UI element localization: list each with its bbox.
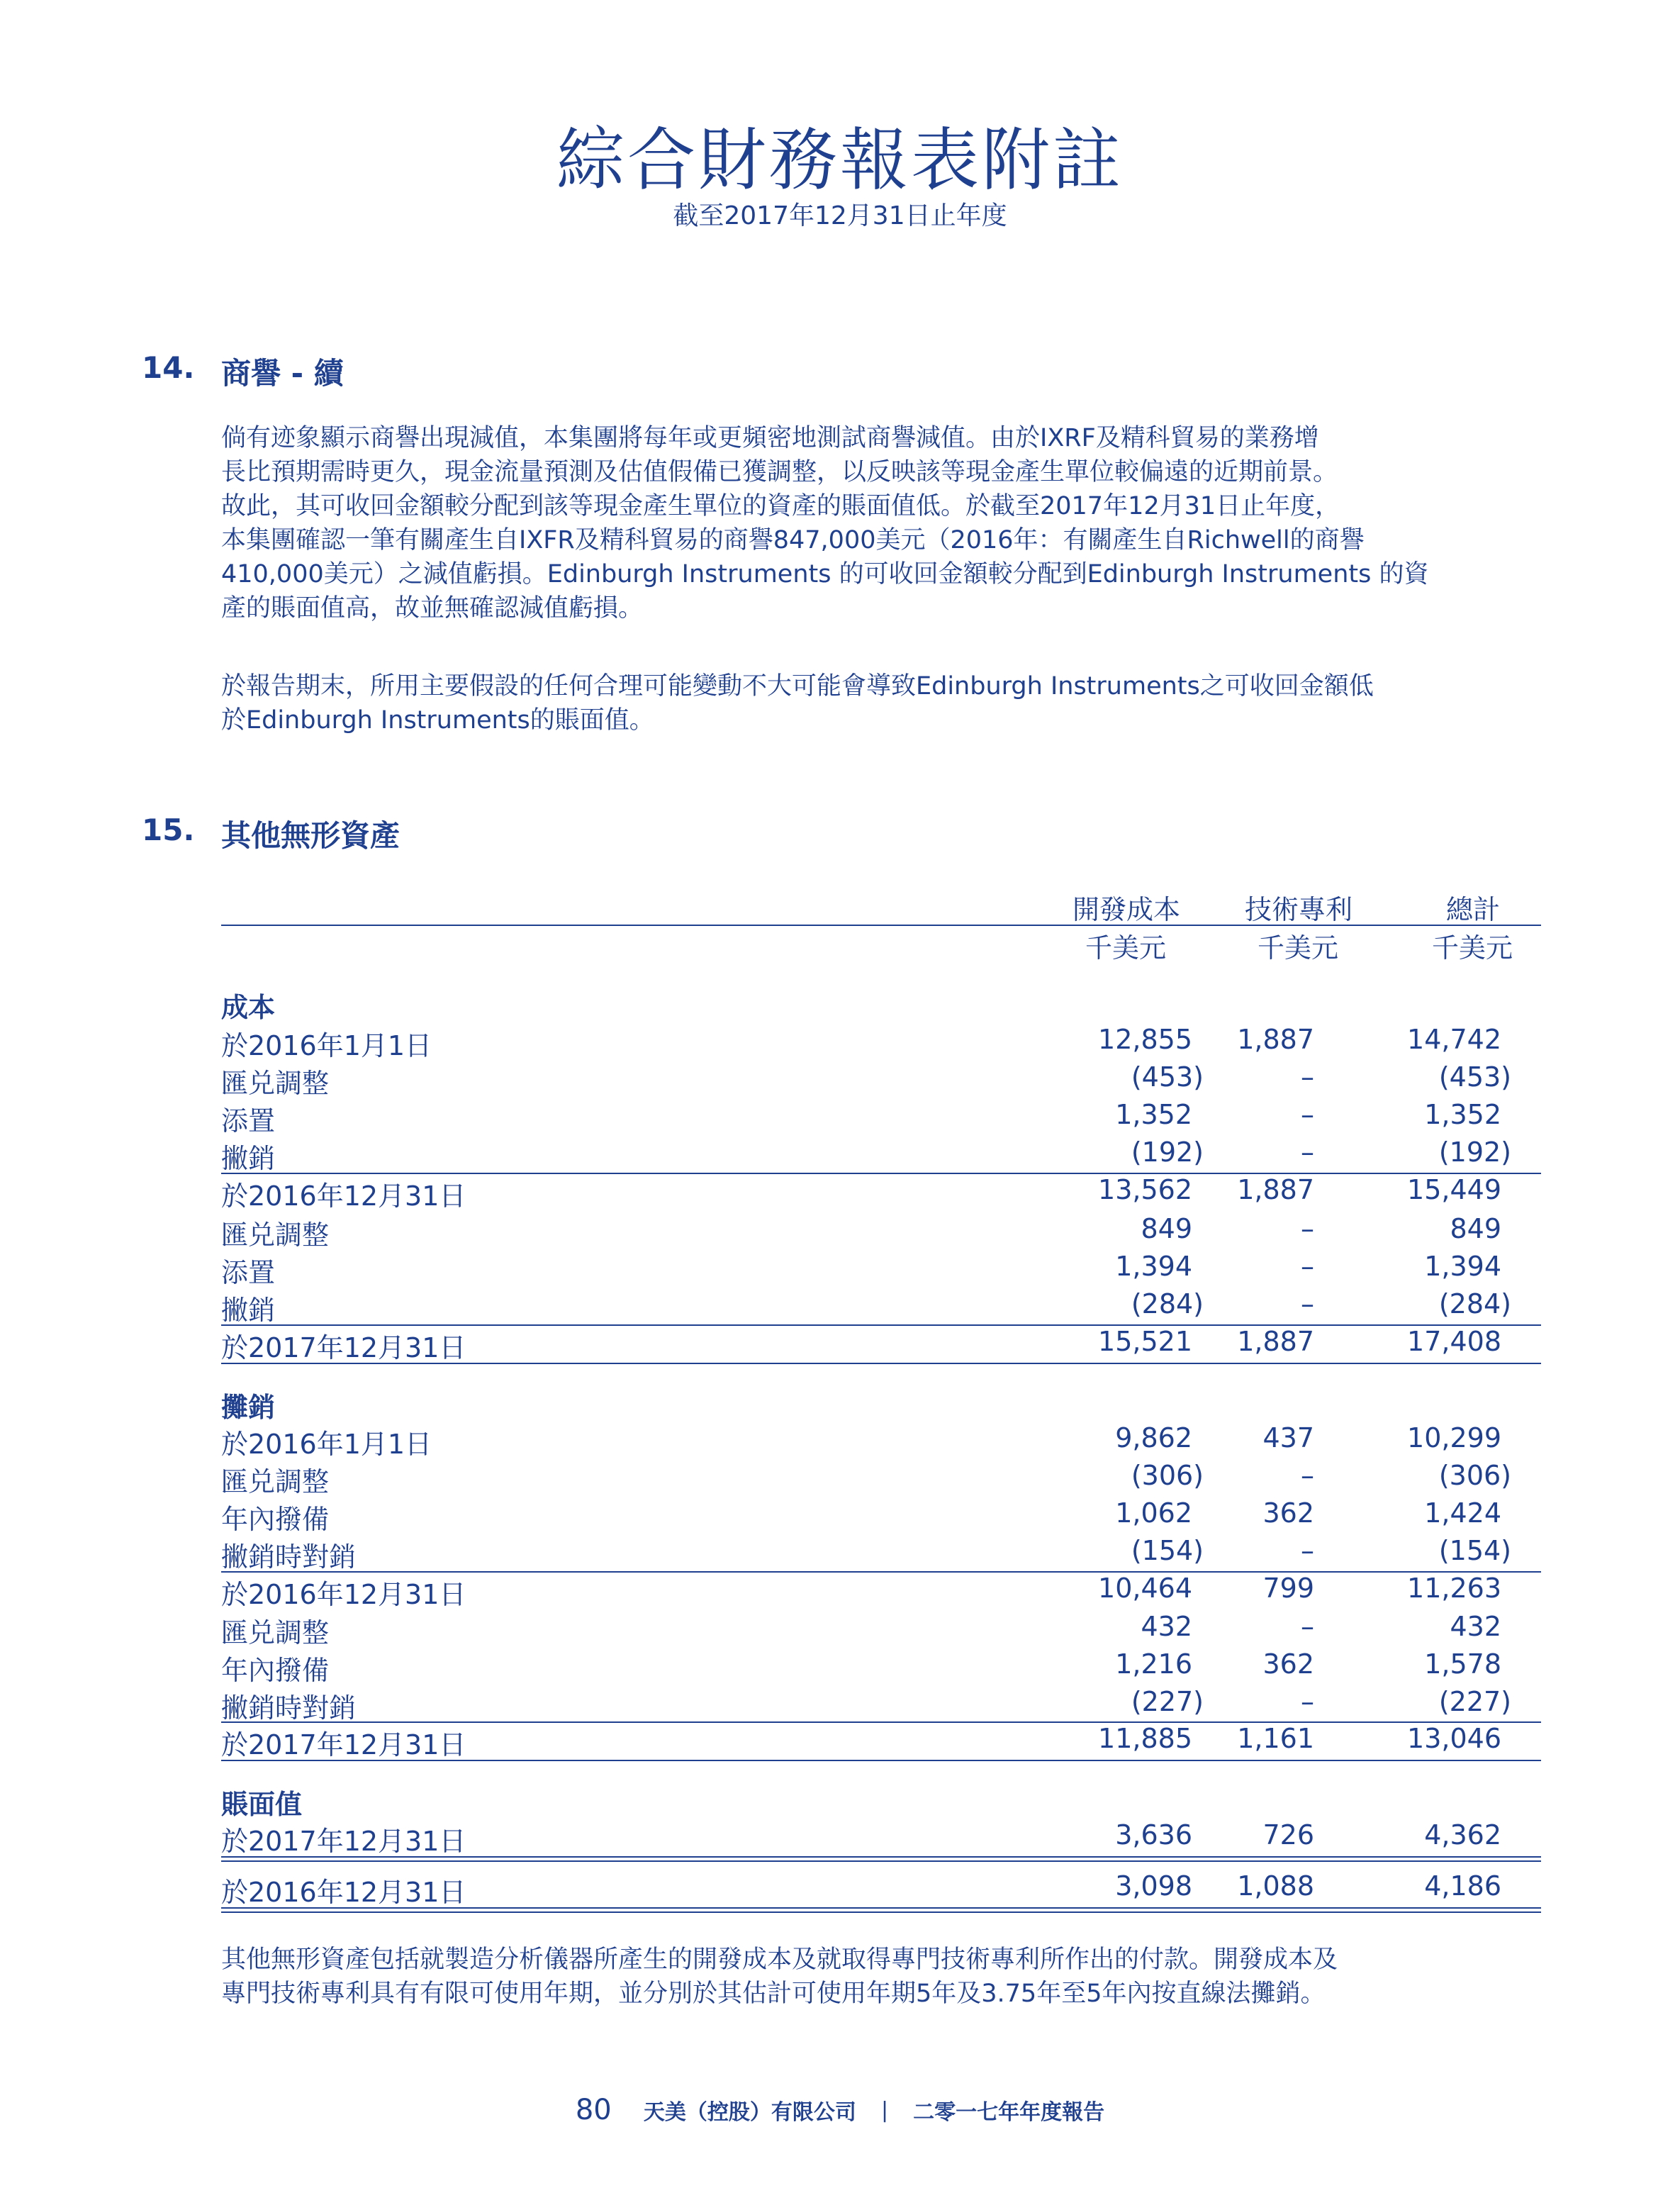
column-header-technical-patent: 技術專利 — [1244, 894, 1353, 925]
table-row — [221, 1251, 1541, 1288]
section-title: 商譽 - 續 — [221, 356, 344, 391]
cell-technical-patent: 1,088 — [1237, 1870, 1314, 1902]
cell-development-cost: (192) — [1131, 1137, 1204, 1168]
cell-total: (453) — [1438, 1061, 1511, 1093]
table-row — [221, 1535, 1541, 1572]
row-label: 於2016年12月31日 — [221, 1180, 466, 1212]
text-line: 本集團確認一筆有關產生自IXFR及精科貿易的商譽847,000美元（2016年：有關產生自Richwell的商譽 — [221, 526, 1365, 554]
cell-total: (154) — [1438, 1535, 1511, 1566]
row-label: 撇銷 — [221, 1143, 276, 1174]
row-label: 撇銷時對銷 — [221, 1541, 357, 1573]
cell-development-cost: 10,464 — [1098, 1573, 1192, 1604]
footer-separator: | — [880, 2097, 889, 2123]
cell-total: 4,186 — [1424, 1870, 1501, 1902]
table-row — [221, 1870, 1541, 1907]
cell-total: 1,352 — [1424, 1099, 1501, 1130]
cell-development-cost: 1,394 — [1115, 1251, 1192, 1282]
table-row — [221, 1573, 1541, 1609]
cell-technical-patent: – — [1301, 1251, 1314, 1282]
text-line: 故此，其可收回金額較分配到該等現金產生單位的資產的賬面值低。於截至2017年12月31日止年度， — [221, 492, 1340, 520]
table-row — [221, 1024, 1541, 1061]
cell-technical-patent: 1,887 — [1237, 1326, 1314, 1357]
cell-total: 4,362 — [1424, 1819, 1501, 1851]
column-unit: 千美元 — [1085, 932, 1166, 964]
header-rule — [221, 925, 1541, 926]
cell-total: 15,449 — [1407, 1174, 1501, 1205]
intangible-assets-note — [221, 1943, 1541, 2011]
text-line: 長比預期需時更久，現金流量預測及估值假備已獲調整，以反映該等現金產生單位較偏遠的近期前景。 — [221, 458, 1338, 486]
group-heading-cost: 成本 — [221, 992, 276, 1023]
row-label: 於2016年12月31日 — [221, 1579, 466, 1610]
cell-technical-patent: – — [1301, 1535, 1314, 1566]
cell-development-cost: 3,098 — [1115, 1870, 1192, 1902]
cell-technical-patent: – — [1301, 1213, 1314, 1244]
cell-development-cost: (306) — [1131, 1460, 1204, 1491]
cell-development-cost: 15,521 — [1098, 1326, 1192, 1357]
text-line: 專門技術專利具有有限可使用年期，並分別於其估計可使用年期5年及3.75年至5年內按直線法攤銷。 — [221, 1980, 1326, 2008]
row-label: 於2017年12月31日 — [221, 1826, 466, 1857]
cell-development-cost: 1,062 — [1115, 1497, 1192, 1529]
row-label: 於2016年1月1日 — [221, 1429, 432, 1460]
column-unit: 千美元 — [1257, 932, 1338, 964]
row-label: 於2017年12月31日 — [221, 1332, 466, 1363]
total-rule — [221, 1363, 1541, 1364]
cell-total: 432 — [1450, 1611, 1501, 1642]
table-row — [221, 1174, 1541, 1211]
cell-development-cost: 3,636 — [1115, 1819, 1192, 1851]
cell-total: 14,742 — [1407, 1024, 1501, 1055]
cell-technical-patent: 726 — [1262, 1819, 1314, 1851]
cell-technical-patent: 1,887 — [1237, 1174, 1314, 1205]
cell-technical-patent: 1,887 — [1237, 1024, 1314, 1055]
double-rule — [221, 1907, 1541, 1913]
table-row — [221, 1819, 1541, 1856]
text-line: 產的賬面值高，故並無確認減值虧損。 — [221, 594, 644, 623]
text-line: 倘有迹象顯示商譽出現減值，本集團將每年或更頻密地測試商譽減值。由於IXRF及精科貿易的業務增 — [221, 424, 1319, 452]
table-row — [221, 1648, 1541, 1685]
goodwill-paragraph-1 — [221, 421, 1541, 625]
cell-development-cost: (154) — [1131, 1535, 1204, 1566]
table-row — [221, 1213, 1541, 1250]
row-label: 於2017年12月31日 — [221, 1729, 466, 1760]
row-label: 撇銷 — [221, 1295, 276, 1326]
cell-technical-patent: – — [1301, 1061, 1314, 1093]
section-15-heading — [0, 813, 1680, 853]
cell-total: 11,263 — [1407, 1573, 1501, 1604]
row-label: 添置 — [221, 1105, 276, 1137]
row-label: 年內撥備 — [221, 1655, 330, 1686]
row-label: 匯兑調整 — [221, 1068, 330, 1099]
row-label: 添置 — [221, 1257, 276, 1288]
cell-development-cost: 13,562 — [1098, 1174, 1192, 1205]
column-unit: 千美元 — [1431, 932, 1513, 964]
total-rule — [221, 1760, 1541, 1761]
cell-development-cost: 11,885 — [1098, 1723, 1192, 1754]
cell-technical-patent: – — [1301, 1137, 1314, 1168]
row-label: 於2016年1月1日 — [221, 1030, 432, 1061]
table-row — [221, 1326, 1541, 1363]
table-row — [221, 1288, 1541, 1325]
cell-technical-patent: – — [1301, 1460, 1314, 1491]
section-14-heading — [0, 350, 1680, 391]
cell-total: 1,394 — [1424, 1251, 1501, 1282]
page-number: 80 — [575, 2094, 612, 2126]
double-rule — [221, 1856, 1541, 1862]
cell-development-cost: 432 — [1141, 1611, 1192, 1642]
cell-total: 10,299 — [1407, 1422, 1501, 1453]
table-row — [221, 1061, 1541, 1098]
row-label: 撇銷時對銷 — [221, 1692, 357, 1724]
text-line: 於報告期末，所用主要假設的任何合理可能變動不大可能會導致Edinburgh Instruments之可收回金額低 — [221, 672, 1374, 701]
report-name: 二零一七年年度報告 — [913, 2100, 1105, 2125]
cell-total: 17,408 — [1407, 1326, 1501, 1357]
row-label: 匯兑調整 — [221, 1219, 330, 1251]
cell-technical-patent: – — [1301, 1099, 1314, 1130]
section-number: 15. — [142, 813, 195, 847]
page-title: 綜合財務報表附註 — [556, 121, 1124, 200]
cell-technical-patent: 799 — [1262, 1573, 1314, 1604]
cell-total: (192) — [1438, 1137, 1511, 1168]
column-header-development-cost: 開發成本 — [1072, 894, 1180, 925]
column-header-total: 總計 — [1445, 894, 1500, 925]
cell-development-cost: (284) — [1131, 1288, 1204, 1319]
cell-total: 849 — [1450, 1213, 1501, 1244]
section-title: 其他無形資產 — [221, 818, 401, 853]
cell-total: 1,578 — [1424, 1648, 1501, 1680]
table-row — [221, 1099, 1541, 1136]
row-label: 匯兑調整 — [221, 1617, 330, 1648]
cell-total: (306) — [1438, 1460, 1511, 1491]
row-label: 匯兑調整 — [221, 1466, 330, 1497]
cell-technical-patent: – — [1301, 1686, 1314, 1717]
table-row — [221, 1686, 1541, 1723]
table-row — [221, 1422, 1541, 1459]
table-row — [221, 1137, 1541, 1173]
table-row — [221, 1460, 1541, 1497]
row-label: 於2016年12月31日 — [221, 1877, 466, 1908]
cell-development-cost: 849 — [1141, 1213, 1192, 1244]
cell-total: 1,424 — [1424, 1497, 1501, 1529]
cell-total: 13,046 — [1407, 1723, 1501, 1754]
text-line: 410,000美元）之減值虧損。Edinburgh Instruments 的可收回金額較分配到Edinburgh Instruments 的資 — [221, 560, 1429, 588]
table-row — [221, 1723, 1541, 1760]
cell-technical-patent: 362 — [1262, 1497, 1314, 1529]
goodwill-paragraph-2 — [221, 669, 1541, 737]
cell-technical-patent: – — [1301, 1288, 1314, 1319]
cell-total: (284) — [1438, 1288, 1511, 1319]
cell-development-cost: (453) — [1131, 1061, 1204, 1093]
cell-development-cost: 12,855 — [1098, 1024, 1192, 1055]
group-heading-amortisation: 攤銷 — [221, 1392, 276, 1423]
page-subtitle: 截至2017年12月31日止年度 — [673, 201, 1007, 230]
cell-development-cost: 9,862 — [1115, 1422, 1192, 1453]
cell-development-cost: (227) — [1131, 1686, 1204, 1717]
section-number: 14. — [142, 350, 195, 385]
group-heading-carrying-amount: 賬面值 — [221, 1789, 303, 1820]
cell-technical-patent: – — [1301, 1611, 1314, 1642]
cell-development-cost: 1,216 — [1115, 1648, 1192, 1680]
table-row — [221, 1497, 1541, 1534]
row-label: 年內撥備 — [221, 1504, 330, 1535]
cell-technical-patent: 437 — [1262, 1422, 1314, 1453]
text-line: 其他無形資產包括就製造分析儀器所產生的開發成本及就取得專門技術專利所作出的付款。開發成本及 — [221, 1946, 1338, 1974]
cell-development-cost: 1,352 — [1115, 1099, 1192, 1130]
cell-technical-patent: 1,161 — [1237, 1723, 1314, 1754]
cell-technical-patent: 362 — [1262, 1648, 1314, 1680]
company-name: 天美（控股）有限公司 — [643, 2100, 856, 2125]
cell-total: (227) — [1438, 1686, 1511, 1717]
text-line: 於Edinburgh Instruments的賬面值。 — [221, 706, 654, 735]
page-footer — [0, 2094, 1680, 2126]
table-row — [221, 1611, 1541, 1648]
